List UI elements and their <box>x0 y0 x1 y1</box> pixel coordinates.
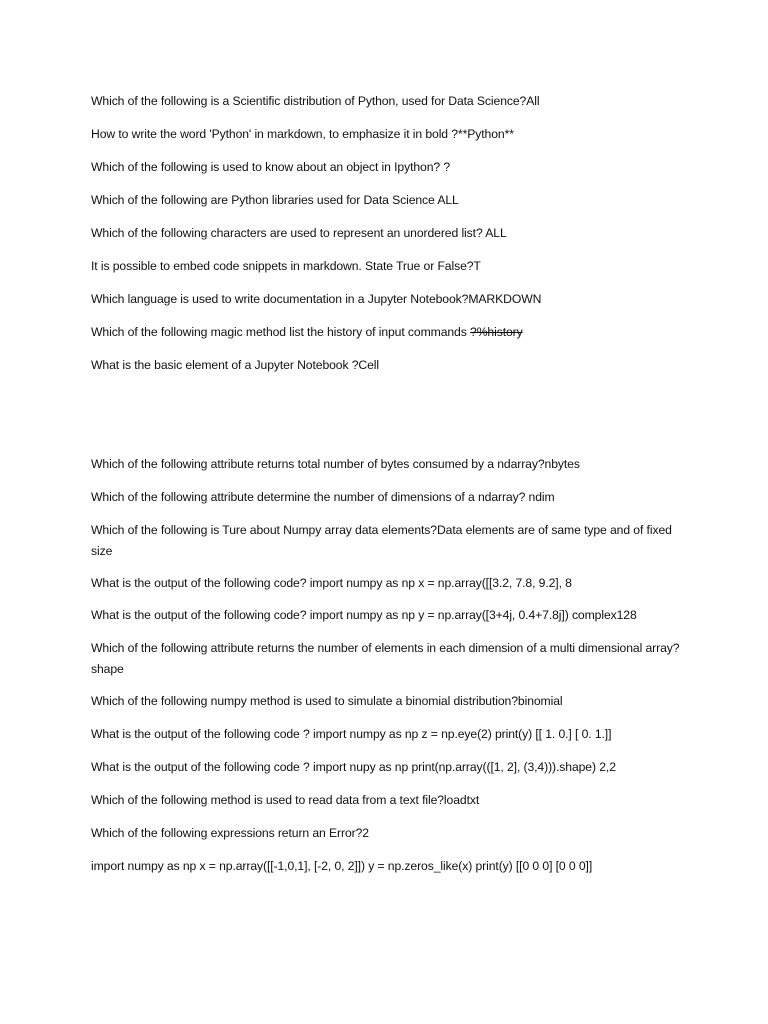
struck-answer: ?%history <box>470 325 523 339</box>
question-line: Which of the following is Ture about Numpy array data elements?Data elements are of same type and of fixed size <box>91 523 672 558</box>
question-line: Which of the following attribute determine the number of dimensions of a ndarray? ndim <box>91 490 555 504</box>
question-line: Which of the following method is used to read data from a text file?loadtxt <box>91 793 480 807</box>
question-line: What is the basic element of a Jupyter Notebook ?Cell <box>91 358 380 372</box>
question-line: Which of the following characters are used to represent an unordered list? ALL <box>91 226 507 240</box>
question-text: Which of the following magic method list the history of input commands <box>91 325 471 339</box>
question-line: Which language is used to write documentation in a Jupyter Notebook?MARKDOWN <box>91 292 542 306</box>
question-line: What is the output of the following code ? import numpy as np z = np.eye(2) print(y) [[ 1. 0.] [ 0. 1.]] <box>91 727 612 741</box>
question-line: Which of the following is a Scientific distribution of Python, used for Data Science?All <box>91 94 540 108</box>
question-line: What is the output of the following code? import numpy as np y = np.array([3+4j, 0.4+7.8j]) complex128 <box>91 608 637 622</box>
question-line: It is possible to embed code snippets in markdown. State True or False?T <box>91 259 481 273</box>
question-line: Which of the following expressions return an Error?2 <box>91 826 369 840</box>
question-line: Which of the following are Python libraries used for Data Science ALL <box>91 193 459 207</box>
question-line: What is the output of the following code? import numpy as np x = np.array([[3.2, 7.8, 9.2], 8 <box>91 576 572 590</box>
question-line: What is the output of the following code ? import nupy as np print(np.array(([1, 2], (3,4))).shape) 2,2 <box>91 760 616 774</box>
question-line: Which of the following attribute returns the number of elements in each dimension of a multi dimensional array? shape <box>91 641 680 676</box>
question-line: Which of the following attribute returns total number of bytes consumed by a ndarray?nbytes <box>91 457 580 471</box>
question-line: Which of the following is used to know about an object in Ipython? ? <box>91 160 451 174</box>
question-line: import numpy as np x = np.array([[-1,0,1], [-2, 0, 2]]) y = np.zeros_like(x) print(y) [[0 0 0] [0 0 0]] <box>91 859 593 873</box>
question-line <box>91 322 691 343</box>
question-line: Which of the following numpy method is used to simulate a binomial distribution?binomial <box>91 694 563 708</box>
question-line: How to write the word 'Python' in markdown, to emphasize it in bold ?**Python** <box>91 127 514 141</box>
